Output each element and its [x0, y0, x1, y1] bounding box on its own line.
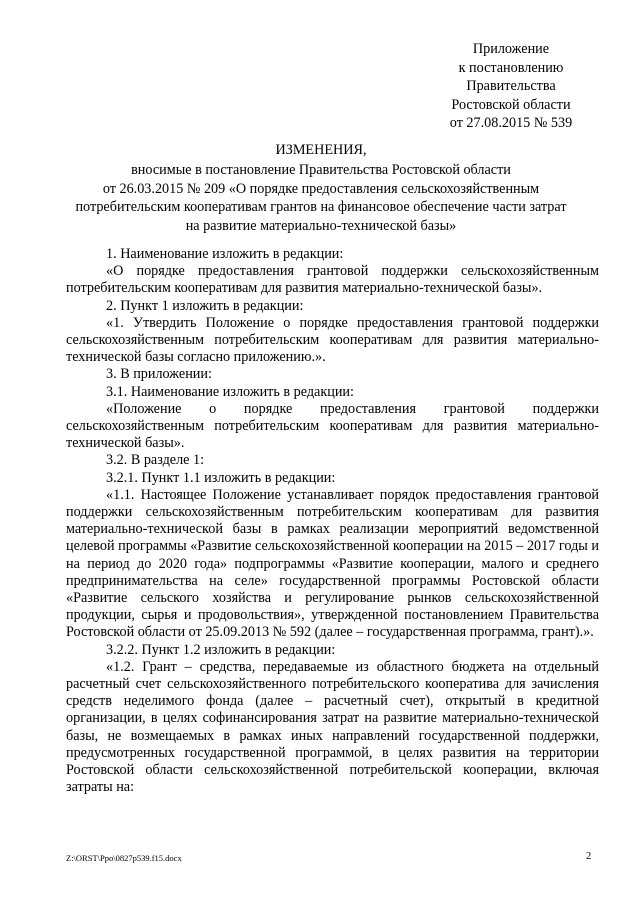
- paragraph: 3.2.1. Пункт 1.1 изложить в редакции:: [106, 469, 336, 486]
- document-title: [66, 139, 576, 235]
- annex-line: Правительства: [466, 78, 556, 94]
- paragraph: 3.2.2. Пункт 1.2 изложить в редакции:: [106, 641, 336, 658]
- title-line: вносимые в постановление Правительства Ростовской области: [131, 162, 511, 178]
- title-heading: ИЗМЕНЕНИЯ,: [275, 142, 367, 158]
- annex-line: Ростовской области: [451, 96, 571, 113]
- annex-line: к постановлению: [458, 59, 564, 76]
- paragraph: «1.2. Грант – средства, передаваемые из областного бюджета на отдельный расчетный счет сельскохозяйственного потребительского кооператива для зачисления средств неделимого фонда (далее – расчетный счет), открытый в кредитной организации, в целях софинансирования затрат на развитие материально-технической базы, не возмещаемых в рамках иных направлений государственной поддержки, предусмотренных государственной программой, в целях развития на территории Ростовской области сельскохозяйственной потребительской кооперации, включая затраты на:: [66, 658, 599, 796]
- annex-block: [420, 40, 602, 133]
- paragraph: 1. Наименование изложить в редакции:: [106, 246, 344, 262]
- paragraph: «1. Утвердить Положение о порядке предоставления грантовой поддержки сельскохозяйственным потребительским кооперативам для развития материально-технической базы согласно приложению.».: [66, 314, 599, 366]
- paragraph: «О порядке предоставления грантовой поддержки сельскохозяйственным потребительским кооперативам для развития материально-технической базы».: [66, 263, 599, 297]
- page-number: 2: [586, 851, 592, 862]
- paragraph: 3.1. Наименование изложить в редакции:: [106, 383, 354, 400]
- title-line: потребительским кооперативам грантов на финансовое обеспечение части затрат: [75, 199, 567, 216]
- title-line: на развитие материально-технической базы»: [185, 217, 457, 234]
- footer-file-path: Z:\ORST\Ppo\0827p539.f15.docx: [66, 853, 182, 863]
- title-line: от 26.03.2015 № 209 «О порядке предоставления сельскохозяйственным: [102, 180, 540, 197]
- paragraph: 3.2. В разделе 1:: [106, 452, 205, 469]
- annex-line: Приложение: [472, 41, 550, 57]
- document-body: [66, 246, 599, 797]
- paragraph: «Положение о порядке предоставления грантовой поддержки сельскохозяйственным потребительским кооперативам для развития материально-технической базы».: [66, 400, 599, 452]
- annex-line: от 27.08.2015 № 539: [449, 115, 573, 131]
- paragraph: 3. В приложении:: [106, 366, 212, 383]
- paragraph: 2. Пункт 1 изложить в редакции:: [106, 297, 304, 314]
- paragraph: «1.1. Настоящее Положение устанавливает порядок предоставления грантовой поддержки сельскохозяйственным потребительским кооперативам для развития материально-технической базы в рамках реализации мероприятий ведомственной целевой программы «Развитие сельскохозяйственной кооперации на 2015 – 2017 годы и на период до 2020 года» подпрограммы «Развитие кооперации, малого и среднего предпринимательства на селе» государственной программы Ростовской области «Развитие сельского хозяйства и регулирование рынков сельскохозяйственной продукции, сырья и продовольствия», утвержденной постановлением Правительства Ростовской области от 25.09.2013 № 592 (далее – государственная программа, грант).».: [66, 486, 599, 641]
